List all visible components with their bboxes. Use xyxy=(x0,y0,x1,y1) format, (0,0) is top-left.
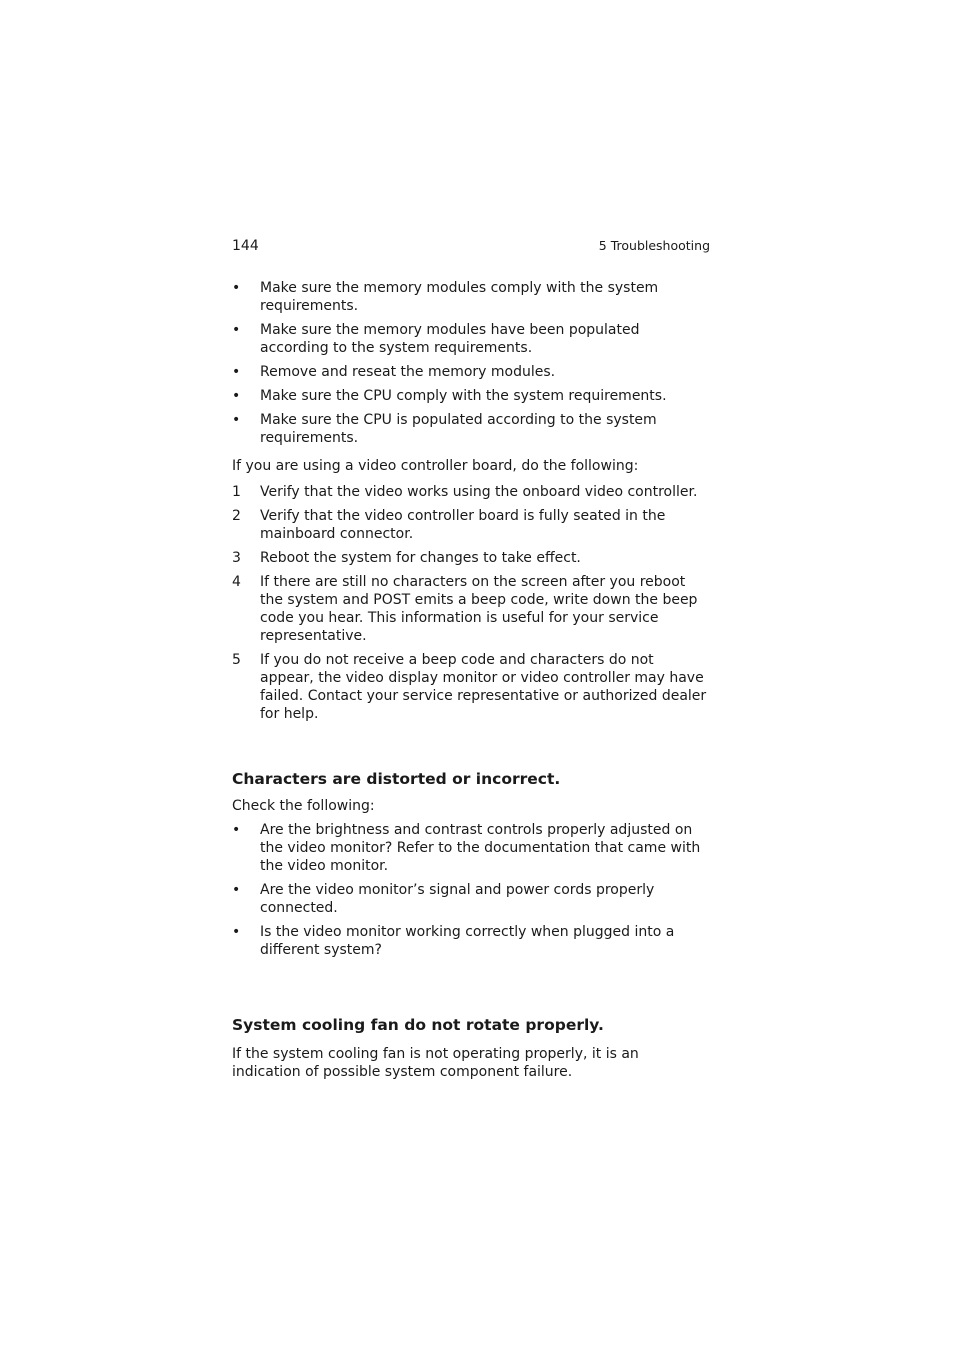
list-item xyxy=(232,483,710,501)
memory-checklist xyxy=(232,279,710,447)
list-item-text: Reboot the system for changes to take effect. xyxy=(260,550,581,566)
list-item xyxy=(232,279,710,315)
step-number: 2 xyxy=(232,508,241,524)
page-number: 144 xyxy=(232,238,259,254)
step-number: 1 xyxy=(232,484,241,500)
video-intro-paragraph: If you are using a video controller board, do the following: xyxy=(232,458,639,474)
bullet-marker: • xyxy=(232,388,241,404)
check-intro-paragraph: Check the following: xyxy=(232,798,375,814)
list-item xyxy=(232,821,710,875)
distorted-checklist xyxy=(232,821,710,959)
list-item-text: Make sure the CPU is populated according to the system requirements. xyxy=(260,412,657,446)
running-head: 5 Troubleshooting xyxy=(598,238,710,253)
bullet-marker: • xyxy=(232,280,241,296)
bullet-marker: • xyxy=(232,924,241,940)
bullet-marker: • xyxy=(232,882,241,898)
bullet-marker: • xyxy=(232,322,241,338)
page-header xyxy=(232,236,710,256)
list-item-text: Make sure the CPU comply with the system requirements. xyxy=(260,388,667,404)
document-page xyxy=(232,236,710,1081)
list-item-text: Remove and reseat the memory modules. xyxy=(260,364,556,380)
section-heading-fan: System cooling fan do not rotate properly. xyxy=(232,1016,604,1034)
bullet-marker: • xyxy=(232,822,241,838)
list-item xyxy=(232,321,710,357)
list-item-text: If there are still no characters on the screen after you reboot the system and POST emits a beep code, write down the beep code you hear. This information is useful for your service representative. xyxy=(260,574,698,644)
step-number: 5 xyxy=(232,652,241,668)
fan-paragraph: If the system cooling fan is not operating properly, it is an indication of possible system component failure. xyxy=(232,1046,639,1080)
list-item-text: Verify that the video controller board is fully seated in the mainboard connector. xyxy=(260,508,666,542)
list-item xyxy=(232,387,710,405)
list-item xyxy=(232,363,710,381)
list-item xyxy=(232,651,710,723)
list-item xyxy=(232,507,710,543)
list-item-text: Are the brightness and contrast controls properly adjusted on the video monitor? Refer to the documentation that came with the video monitor. xyxy=(260,822,701,874)
bullet-marker: • xyxy=(232,412,241,428)
list-item xyxy=(232,573,710,645)
list-item-text: Is the video monitor working correctly when plugged into a different system? xyxy=(260,924,675,958)
list-item xyxy=(232,411,710,447)
list-item xyxy=(232,881,710,917)
video-steps-list xyxy=(232,483,710,723)
step-number: 4 xyxy=(232,574,241,590)
list-item xyxy=(232,549,710,567)
section-heading-distorted: Characters are distorted or incorrect. xyxy=(232,770,561,788)
list-item-text: Verify that the video works using the onboard video controller. xyxy=(260,484,698,500)
list-item-text: Are the video monitor’s signal and power cords properly connected. xyxy=(260,882,655,916)
step-number: 3 xyxy=(232,550,241,566)
list-item xyxy=(232,923,710,959)
list-item-text: Make sure the memory modules comply with the system requirements. xyxy=(260,280,659,314)
list-item-text: Make sure the memory modules have been populated according to the system requirements. xyxy=(260,322,640,356)
bullet-marker: • xyxy=(232,364,241,380)
list-item-text: If you do not receive a beep code and characters do not appear, the video display monitor or video controller may have failed. Contact your service representative or authorized dealer for help. xyxy=(260,652,707,722)
